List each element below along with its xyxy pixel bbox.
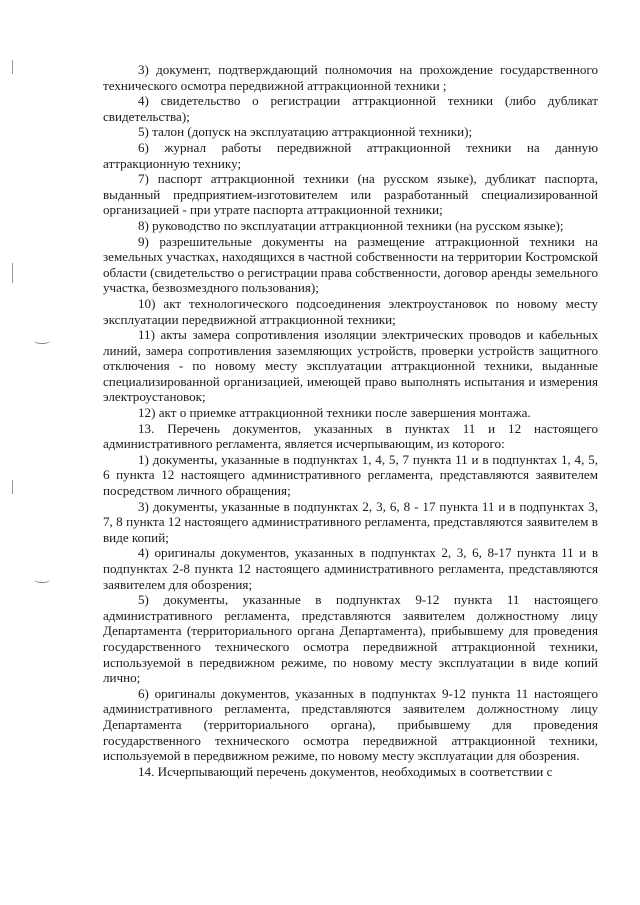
hole-punch-mark xyxy=(34,338,50,344)
paragraph: 4) оригиналы документов, указанных в подпунктах 2, 3, 6, 8-17 пункта 11 и в подпунктах 2-8 пункта 12 настоящего административного регламента, представляются заявителем для обозрения; xyxy=(103,545,598,592)
paragraph: 6) журнал работы передвижной аттракционной техники на данную аттракционную технику; xyxy=(103,139,598,171)
paragraph: 5) документы, указанные в подпунктах 9-12 пункта 11 настоящего административного регламента, представляются заявителем должностному лицу Департамента (территориального органа Департамента), прибывшему для проведения государственного технического осмотра передвижной аттракционной техники, используемой в передвижном режиме, по новому месту эксплуатации в виде копий лично; xyxy=(103,592,598,686)
paragraph: 10) акт технологического подсоединения электроустановок по новому месту эксплуатации передвижной аттракционной техники; xyxy=(103,295,598,327)
paragraph: 9) разрешительные документы на размещение аттракционной техники на земельных участках, находящихся в частной собственности на территории Костромской области (свидетельство о регистрации права собственности, договор аренды земельного участка, безвозмездного пользования); xyxy=(103,233,598,296)
paragraph: 3) документы, указанные в подпунктах 2, 3, 6, 8 - 17 пункта 11 и в подпунктах 3, 7, 8 пункта 12 настоящего административного регламента, представляются заявителем в виде копий; xyxy=(103,498,598,545)
paragraph: 5) талон (допуск на эксплуатацию аттракционной техники); xyxy=(138,124,473,140)
document-body xyxy=(103,62,598,779)
binding-mark xyxy=(12,480,13,494)
paragraph: 12) акт о приемке аттракционной техники после завершения монтажа. xyxy=(138,405,531,421)
paragraph: 3) документ, подтверждающий полномочия на прохождение государственного технического осмотра передвижной аттракционной техники ; xyxy=(103,62,598,93)
paragraph: 8) руководство по эксплуатации аттракционной техники (на русском языке); xyxy=(138,217,564,233)
hole-punch-mark xyxy=(34,577,50,583)
paragraph: 14. Исчерпывающий перечень документов, необходимых в соответствии с xyxy=(138,763,553,779)
paragraph: 11) акты замера сопротивления изоляции электрических проводов и кабельных линий, замера сопротивления заземляющих устройств, проверки устройств защитного отключения - по новому месту эксплуатации аттракционной техники, выданные специализированной организацией, имеющей право выполнять испытания и измерения электроустановок; xyxy=(103,327,598,405)
paragraph: 7) паспорт аттракционной техники (на русском языке), дубликат паспорта, выданный предприятием-изготовителем или разработанный специализированной организацией - при утрате паспорта аттракционной техники; xyxy=(103,171,598,218)
binding-mark xyxy=(12,263,13,283)
paragraph: 6) оригиналы документов, указанных в подпунктах 9-12 пункта 11 настоящего административного регламента, представляются заявителем должностному лицу Департамента (территориального органа), прибывшему для проведения государственного технического осмотра передвижной аттракционной техники, используемой в передвижном режиме, по новому месту эксплуатации для обозрения. xyxy=(103,685,598,764)
paragraph: 13. Перечень документов, указанных в пунктах 11 и 12 настоящего административного регламента, является исчерпывающим, из которого: xyxy=(103,420,598,452)
paragraph: 1) документы, указанные в подпунктах 1, 4, 5, 7 пункта 11 и в подпунктах 1, 4, 5, 6 пункта 12 настоящего административного регламента, представляются заявителем посредством личного обращения; xyxy=(103,451,598,499)
binding-mark xyxy=(12,60,13,74)
paragraph: 4) свидетельство о регистрации аттракционной техники (либо дубликат свидетельства); xyxy=(103,93,598,124)
